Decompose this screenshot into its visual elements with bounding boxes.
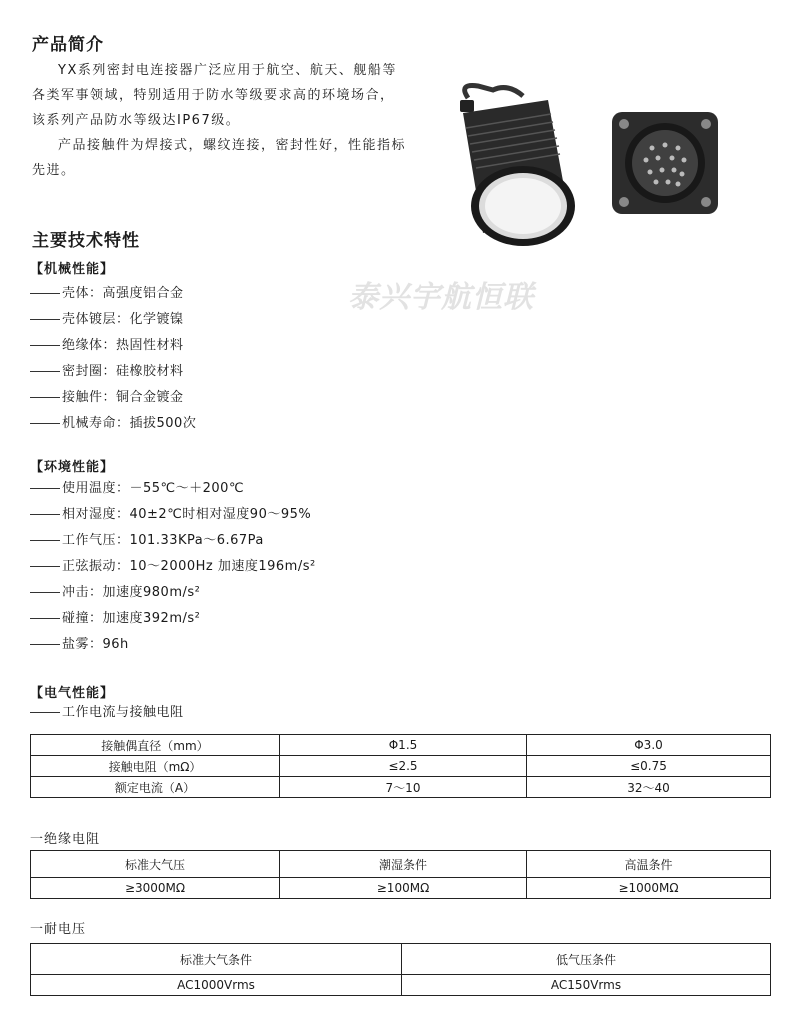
mechanical-heading: 【机械性能】	[30, 262, 115, 277]
table-cell: 接触偶直径（mm）	[31, 735, 280, 756]
spec-item: 正弦振动：10～2000Hz 加速度196m/s²	[30, 554, 316, 580]
spec-item: 壳体：高强度铝合金	[30, 281, 196, 307]
table-row	[31, 735, 771, 756]
table-cell: 32～40	[527, 777, 771, 798]
environment-list	[30, 476, 316, 658]
spec-item: 工作气压：101.33KPa～6.67Pa	[30, 528, 316, 554]
table-cell: Φ3.0	[527, 735, 771, 756]
table-cell: AC150Vrms	[402, 975, 771, 996]
spec-item: 使用温度：－55℃～＋200℃	[30, 476, 316, 502]
table-cell: ≥100MΩ	[280, 878, 527, 899]
table-cell: 低气压条件	[402, 944, 771, 975]
spec-item: 机械寿命：插拔500次	[30, 411, 196, 437]
table-cell: 接触电阻（mΩ）	[31, 756, 280, 777]
intro-line: 该系列产品防水等级达IP67级。	[32, 113, 241, 128]
table-cell: ≤0.75	[527, 756, 771, 777]
electrical-heading: 【电气性能】	[30, 686, 115, 701]
intro-title: 产品简介	[32, 35, 104, 55]
table-row	[31, 777, 771, 798]
intro-line: 各类军事领域，特别适用于防水等级要求高的环境场合，	[32, 88, 395, 103]
table-row	[31, 756, 771, 777]
spec-item: 密封圈：硅橡胶材料	[30, 359, 196, 385]
voltage-table	[30, 943, 771, 996]
connector-plug-photo	[448, 78, 588, 253]
intro-paragraph	[32, 58, 412, 183]
table-cell: 标准大气条件	[31, 944, 402, 975]
intro-line: YX系列密封电连接器广泛应用于航空、航天、舰船等	[58, 63, 397, 78]
environment-heading: 【环境性能】	[30, 460, 115, 475]
connector-receptacle-photo	[610, 110, 720, 216]
table-cell: 高温条件	[527, 851, 771, 878]
mechanical-list	[30, 281, 196, 437]
insulation-subheading: 一绝缘电阻	[30, 832, 101, 847]
spec-item: 碰撞：加速度392m/s²	[30, 606, 316, 632]
table-row	[31, 851, 771, 878]
table-cell: ≥1000MΩ	[527, 878, 771, 899]
table-row	[31, 944, 771, 975]
spec-item: 绝缘体：热固性材料	[30, 333, 196, 359]
table-cell: ≤2.5	[280, 756, 527, 777]
table-cell: ≥3000MΩ	[31, 878, 280, 899]
spec-item: 接触件：铜合金镀金	[30, 385, 196, 411]
table-row	[31, 975, 771, 996]
table-cell: AC1000Vrms	[31, 975, 402, 996]
table-cell: Φ1.5	[280, 735, 527, 756]
table-cell: 7～10	[280, 777, 527, 798]
watermark: 泰兴宇航恒联	[348, 280, 534, 315]
table-cell: 潮湿条件	[280, 851, 527, 878]
voltage-subheading: 一耐电压	[30, 922, 87, 937]
spec-item: 冲击：加速度980m/s²	[30, 580, 316, 606]
spec-item: 盐雾：96h	[30, 632, 316, 658]
intro-line: 先进。	[32, 163, 76, 178]
table-cell: 额定电流（A）	[31, 777, 280, 798]
spec-item: 壳体镀层：化学镀镍	[30, 307, 196, 333]
table-row	[31, 878, 771, 899]
spec-item: 相对湿度：40±2℃时相对湿度90～95%	[30, 502, 316, 528]
table-cell: 标准大气压	[31, 851, 280, 878]
current-subheading: 工作电流与接触电阻	[30, 700, 184, 726]
intro-line: 产品接触件为焊接式，螺纹连接，密封性好，性能指标	[58, 138, 407, 153]
features-title: 主要技术特性	[32, 231, 140, 251]
current-table	[30, 734, 771, 798]
insulation-table	[30, 850, 771, 899]
